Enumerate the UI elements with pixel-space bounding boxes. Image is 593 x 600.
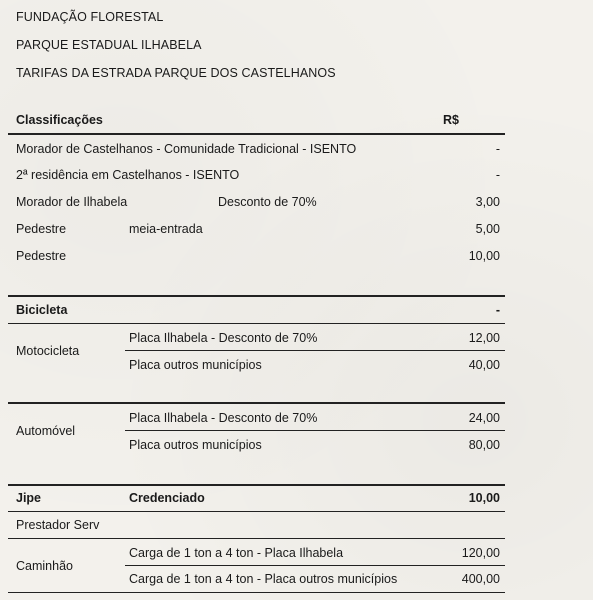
motorcycle-option-ilhabela: Placa Ilhabela - Desconto de 70% xyxy=(129,331,318,345)
row-pedestrian-half-price: 5,00 xyxy=(475,222,500,236)
truck-option-ilhabela: Carga de 1 ton a 4 ton - Placa Ilhabela xyxy=(129,546,344,560)
car-label: Automóvel xyxy=(16,424,76,438)
car-price-ilhabela: 24,00 xyxy=(468,411,500,425)
motorcycle-price-other: 40,00 xyxy=(468,358,500,372)
divider xyxy=(8,295,505,297)
row-castelhanos-price: - xyxy=(495,142,500,156)
truck-option-other: Carga de 1 ton a 4 ton - Placa outros municípios xyxy=(129,572,398,586)
column-header-classification: Classificações xyxy=(16,113,103,127)
row-second-residence-label: 2ª residência em Castelhanos - ISENTO xyxy=(16,168,240,182)
car-price-other: 80,00 xyxy=(468,438,500,452)
jeep-price: 10,00 xyxy=(468,491,500,505)
row-pedestrian-price: 10,00 xyxy=(468,249,500,263)
row-ilhabela-resident-note: Desconto de 70% xyxy=(218,195,317,209)
jeep-note: Credenciado xyxy=(129,491,205,505)
car-option-ilhabela: Placa Ilhabela - Desconto de 70% xyxy=(129,411,318,425)
bicycle-label: Bicicleta xyxy=(16,303,68,317)
bicycle-price: - xyxy=(495,303,500,317)
row-second-residence-price: - xyxy=(495,168,500,182)
park-name: PARQUE ESTADUAL ILHABELA xyxy=(16,38,202,52)
motorcycle-price-ilhabela: 12,00 xyxy=(468,331,500,345)
row-castelhanos-label: Morador de Castelhanos - Comunidade Tradicional - ISENTO xyxy=(16,142,357,156)
divider xyxy=(125,565,505,566)
divider xyxy=(8,511,505,512)
motorcycle-label: Motocicleta xyxy=(16,344,80,358)
column-header-price: R$ xyxy=(443,113,459,127)
jeep-label: Jipe xyxy=(16,491,42,505)
document-title: TARIFAS DA ESTRADA PARQUE DOS CASTELHANOS xyxy=(16,66,336,80)
divider xyxy=(8,484,505,486)
divider xyxy=(8,323,505,324)
divider xyxy=(8,402,505,404)
header-divider xyxy=(8,133,505,135)
truck-price-ilhabela: 120,00 xyxy=(461,546,500,560)
divider xyxy=(125,430,505,431)
truck-label: Caminhão xyxy=(16,559,73,573)
row-ilhabela-resident-label: Morador de Ilhabela xyxy=(16,195,128,209)
row-pedestrian-half-note: meia-entrada xyxy=(129,222,203,236)
row-pedestrian-label: Pedestre xyxy=(16,249,67,263)
service-provider-label: Prestador Serv xyxy=(16,518,100,532)
divider xyxy=(8,538,505,539)
row-ilhabela-resident-price: 3,00 xyxy=(475,195,500,209)
row-pedestrian-half-label: Pedestre xyxy=(16,222,67,236)
divider xyxy=(125,350,505,351)
org-name: FUNDAÇÃO FLORESTAL xyxy=(16,10,164,24)
truck-price-other: 400,00 xyxy=(461,572,500,586)
car-option-other: Placa outros municípios xyxy=(129,438,262,452)
divider xyxy=(8,592,505,593)
motorcycle-option-other: Placa outros municípios xyxy=(129,358,262,372)
